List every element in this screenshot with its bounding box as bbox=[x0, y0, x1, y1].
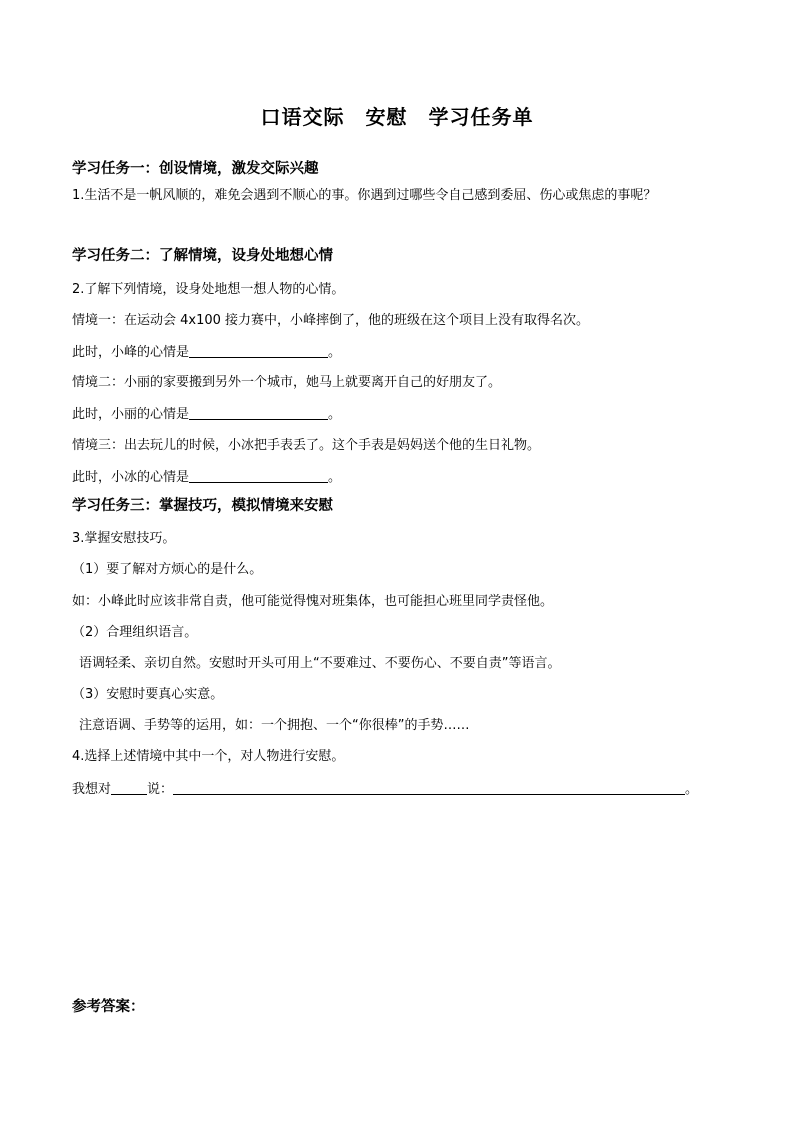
mood-suffix: 。 bbox=[328, 407, 342, 422]
task1-heading: 学习任务一：创设情境，激发交际兴趣 bbox=[72, 160, 319, 177]
mood-blank[interactable] bbox=[189, 405, 328, 420]
task3-question: 3.掌握安慰技巧。 bbox=[72, 531, 176, 546]
mood-blank[interactable] bbox=[189, 468, 328, 483]
task4-question: 4.选择上述情境中其中一个，对人物进行安慰。 bbox=[72, 749, 345, 764]
scenario-2-text: 情境二：小丽的家要搬到另外一个城市，她马上就要离开自己的好朋友了。 bbox=[72, 375, 502, 390]
reference-heading: 参考答案： bbox=[72, 998, 145, 1015]
tip-3-detail: 注意语调、手势等的运用，如：一个拥抱、一个“你很棒”的手势…… bbox=[79, 718, 470, 733]
answer-suffix: 。 bbox=[685, 782, 699, 797]
answer-line bbox=[72, 780, 698, 799]
scenario-2-mood bbox=[72, 405, 341, 424]
task3-heading: 学习任务三：掌握技巧，模拟情境来安慰 bbox=[72, 497, 333, 514]
mood-suffix: 。 bbox=[328, 470, 342, 485]
scenario-3-mood bbox=[72, 468, 341, 487]
scenario-1-mood bbox=[72, 343, 341, 362]
tip-2-detail: 语调轻柔、亲切自然。安慰时开头可用上“不要难过、不要伤心、不要自责”等语言。 bbox=[79, 656, 561, 671]
mood-prefix: 此时，小丽的心情是 bbox=[72, 407, 190, 422]
task2-question: 2.了解下列情境，设身处地想一想人物的心情。 bbox=[72, 282, 345, 297]
comfort-blank[interactable] bbox=[173, 780, 685, 795]
answer-prefix: 我想对 bbox=[72, 782, 112, 797]
tip-1-example: 如：小峰此时应该非常自责，他可能觉得愧对班集体，也可能担心班里同学责怪他。 bbox=[72, 594, 554, 609]
scenario-3-text: 情境三：出去玩儿的时候，小冰把手表丢了。这个手表是妈妈送个他的生日礼物。 bbox=[72, 438, 541, 453]
tip-3: （3）安慰时要真心实意。 bbox=[72, 687, 224, 702]
task2-heading: 学习任务二：了解情境，设身处地想心情 bbox=[72, 247, 333, 264]
tip-1: （1）要了解对方烦心的是什么。 bbox=[72, 562, 263, 577]
mood-prefix: 此时，小冰的心情是 bbox=[72, 470, 190, 485]
mood-prefix: 此时，小峰的心情是 bbox=[72, 345, 190, 360]
mood-blank[interactable] bbox=[189, 343, 328, 358]
tip-2: （2）合理组织语言。 bbox=[72, 625, 198, 640]
page-title: 口语交际 安慰 学习任务单 bbox=[260, 105, 534, 129]
task1-question: 1.生活不是一帆风顺的，难免会遇到不顺心的事。你遇到过哪些令自己感到委屈、伤心或焦虑的事呢？ bbox=[72, 188, 657, 203]
name-blank[interactable] bbox=[111, 780, 147, 795]
answer-mid: 说： bbox=[147, 782, 174, 797]
scenario-1-text: 情境一：在运动会 4x100 接力赛中，小峰摔倒了，他的班级在这个项目上没有取得名次。 bbox=[72, 313, 590, 328]
mood-suffix: 。 bbox=[328, 345, 342, 360]
